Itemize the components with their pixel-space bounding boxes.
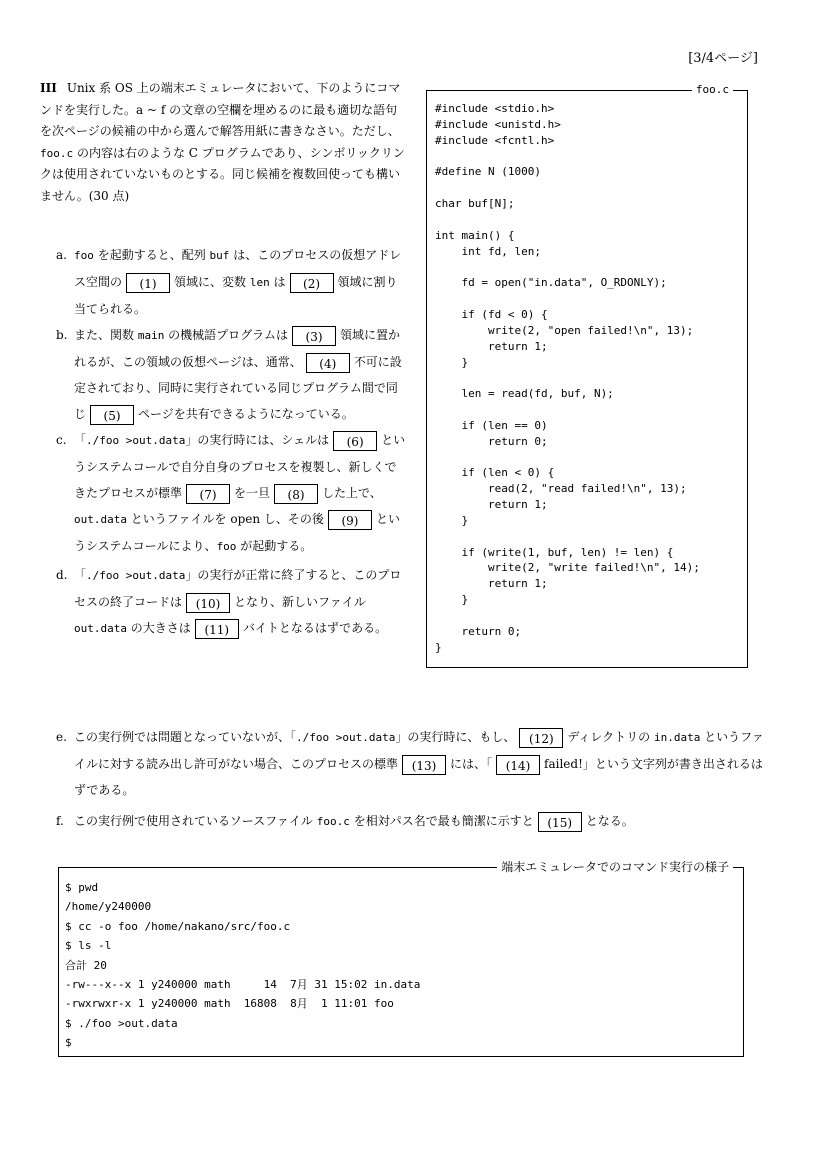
item-text: buf bbox=[209, 249, 230, 262]
terminal-output: $ pwd /home/y240000 $ cc -o foo /home/nakano/src/foo.c $ ls -l 合計 20 -rw---x--x 1 y240000 math 14 7月 31 15:02 in.data -rwxrwxr-x 1 y240000 math 16808 8月 1 11:01 foo $ ./foo >out.data $ bbox=[65, 881, 421, 1050]
blank-13: (13) bbox=[402, 755, 446, 775]
item-label: d. bbox=[56, 568, 68, 582]
item-text: 領域に割り当てられる。 bbox=[74, 275, 398, 316]
item-label: e. bbox=[56, 730, 67, 744]
item-label: a. bbox=[56, 248, 67, 262]
item-b bbox=[56, 322, 408, 427]
item-filename: out.data bbox=[74, 622, 127, 635]
item-text: len bbox=[249, 276, 270, 289]
item-text: というシステムコールで自分自身のプロセスを複製し、新しくできたプロセスが標準 bbox=[74, 433, 406, 500]
item-text: 「 bbox=[74, 433, 87, 447]
item-text: 「 bbox=[74, 568, 87, 582]
blank-1: (1) bbox=[126, 273, 170, 293]
item-text: バイトとなるはずである。 bbox=[242, 621, 388, 635]
item-text: を一旦 bbox=[234, 486, 271, 500]
item-text: ディレクトリの bbox=[567, 730, 654, 744]
item-text: の機械語プログラムは bbox=[164, 328, 289, 342]
item-text: failed!」という文字列が書き出されるはずである。 bbox=[74, 757, 763, 797]
blank-14: (14) bbox=[496, 755, 540, 775]
item-command: ./foo >out.data bbox=[296, 731, 396, 744]
source-code: #include <stdio.h> #include <unistd.h> #include <fcntl.h> #define N (1000) char buf[N]; int main() { int fd, len; fd = open("in.data", O_RDONLY); if (fd < 0) { write(2, "open failed!\n", 13); return 1; } len = read(fd, buf, N); if (len == 0) return 0; if (len < 0) { read(2, "read failed!\n", 13); return 1; } if (write(1, buf, len) != len) { write(2, "write failed!\n", 14); return 1; } return 0; } bbox=[435, 102, 700, 654]
terminal-panel-title: 端末エミュレータでのコマンド実行の様子 bbox=[497, 859, 733, 875]
item-text: が起動する。 bbox=[236, 539, 313, 553]
blank-8: (8) bbox=[274, 484, 318, 504]
code-panel bbox=[426, 83, 748, 668]
item-text: この実行例では問題となっていないが、「 bbox=[74, 730, 297, 744]
item-e bbox=[56, 724, 766, 803]
blank-5: (5) bbox=[90, 405, 134, 425]
item-e-body bbox=[56, 724, 766, 803]
item-text: foo bbox=[216, 540, 237, 553]
item-text: というファイルを open し、その後 bbox=[126, 512, 324, 526]
item-text: 不可に設定されており、同時に実行されている同じプログラム間で同じ bbox=[74, 355, 402, 421]
item-label: b. bbox=[56, 328, 68, 342]
blank-2: (2) bbox=[290, 273, 334, 293]
item-text: した上で、 bbox=[322, 486, 382, 500]
item-label: c. bbox=[56, 433, 67, 447]
item-text: また、関数 bbox=[74, 328, 138, 342]
item-text: 領域に置かれるが、この領域の仮想ページは、通常、 bbox=[74, 328, 401, 369]
item-text: は、このプロセスの仮想アドレス空間の bbox=[74, 248, 402, 289]
item-c bbox=[56, 427, 408, 560]
item-d bbox=[56, 562, 408, 642]
blank-10: (10) bbox=[186, 593, 230, 613]
item-text: というファイルに対する読み出し許可がない場合、このプロセスの標準 bbox=[74, 730, 764, 771]
question-number: III bbox=[40, 81, 57, 95]
item-command: ./foo >out.data bbox=[86, 434, 186, 447]
blank-15: (15) bbox=[538, 812, 582, 832]
blank-7: (7) bbox=[186, 484, 230, 504]
item-text: main bbox=[137, 329, 165, 342]
terminal-panel bbox=[58, 860, 744, 1057]
intro-filename: foo.c bbox=[40, 146, 74, 160]
code-panel-title: foo.c bbox=[692, 82, 733, 98]
item-f-body bbox=[56, 808, 766, 835]
blank-11: (11) bbox=[195, 619, 239, 639]
item-label: f. bbox=[56, 814, 64, 828]
question-intro bbox=[40, 78, 408, 207]
blank-9: (9) bbox=[328, 510, 372, 530]
item-text: foo bbox=[74, 249, 94, 262]
item-command: ./foo >out.data bbox=[86, 569, 186, 582]
item-text: となる。 bbox=[585, 814, 634, 828]
item-text: は bbox=[269, 275, 286, 289]
page-number: [3/4ページ] bbox=[688, 51, 758, 66]
item-f bbox=[56, 808, 766, 835]
blank-3: (3) bbox=[292, 326, 336, 346]
item-text: この実行例で使用されているソースファイル bbox=[74, 814, 317, 828]
item-text: となり、新しいファイル bbox=[234, 595, 366, 609]
blank-12: (12) bbox=[519, 728, 563, 748]
items-column bbox=[56, 242, 408, 642]
item-filename: foo.c bbox=[316, 815, 350, 828]
item-text: ページを共有できるようになっている。 bbox=[138, 407, 354, 421]
intro-text-rest: の内容は右のような C プログラムであり、シンボリックリンクは使用されていないものとする。同じ候補を複数回使っても構いません。(30 点) bbox=[40, 145, 405, 203]
item-text: というシステムコールにより、 bbox=[74, 512, 400, 553]
item-text: 」の実行が正常に終了すると、このプロセスの終了コードは bbox=[74, 568, 402, 609]
item-text: 領域に、変数 bbox=[174, 275, 250, 289]
item-a bbox=[56, 242, 408, 322]
item-text: には、「 bbox=[450, 757, 493, 771]
blank-4: (4) bbox=[306, 353, 350, 373]
item-text: を起動すると、配列 bbox=[93, 248, 210, 262]
item-text: の大きさは bbox=[126, 621, 191, 635]
item-text: 」の実行時には、シェルは bbox=[185, 433, 330, 447]
item-text: を相対パス名で最も簡潔に示すと bbox=[349, 814, 534, 828]
item-text: 」の実行時に、もし、 bbox=[395, 730, 516, 744]
blank-6: (6) bbox=[333, 431, 377, 451]
item-filename: in.data bbox=[654, 731, 701, 744]
item-filename: out.data bbox=[74, 513, 127, 526]
intro-text: Unix 系 OS 上の端末エミュレータにおいて、下のようにコマンドを実行した。a ~ f の文章の空欄を埋めるのに最も適切な語句を次ページの候補の中から選んで解答用紙に書きなさい。ただし、 bbox=[40, 81, 401, 138]
